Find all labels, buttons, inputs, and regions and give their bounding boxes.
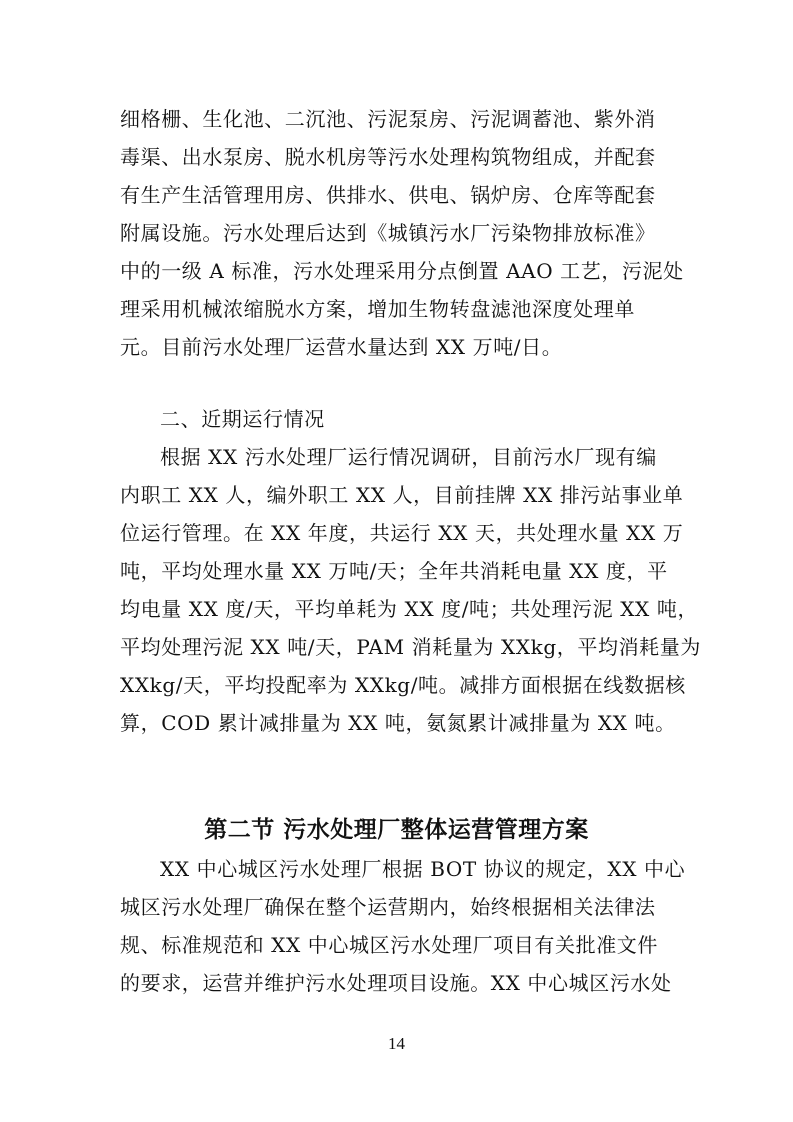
paragraph-line: 平均处理污泥 XX 吨/天，PAM 消耗量为 XXkg，平均消耗量为 <box>120 635 701 659</box>
paragraph-line: 的要求，运营并维护污水处理项目设施。XX 中心城区污水处 <box>120 971 672 995</box>
paragraph-line: 位运行管理。在 XX 年度，共运行 XX 天，共处理水量 XX 万 <box>120 521 684 545</box>
paragraph-line: 算，COD 累计减排量为 XX 吨，氨氮累计减排量为 XX 吨。 <box>120 711 676 735</box>
section-heading: 第二节 污水处理厂整体运营管理方案 <box>204 817 589 843</box>
paragraph-line: 内职工 XX 人，编外职工 XX 人，目前挂牌 XX 排污站事业单 <box>120 483 684 507</box>
paragraph-line: 根据 XX 污水处理厂运行情况调研，目前污水厂现有编 <box>160 445 657 469</box>
section-title: 二、近期运行情况 <box>160 407 325 431</box>
paragraph-line: 附属设施。污水处理后达到《城镇污水厂污染物排放标准》 <box>120 221 656 245</box>
paragraph-line: 中的一级 A 标准，污水处理采用分点倒置 AAO 工艺，污泥处 <box>120 259 684 283</box>
paragraph-line: 毒渠、出水泵房、脱水机房等污水处理构筑物组成，并配套 <box>120 145 656 169</box>
page-number: 14 <box>388 1034 405 1053</box>
paragraph-line: 细格栅、生化池、二沉池、污泥泵房、污泥调蓄池、紫外消 <box>120 107 656 131</box>
paragraph-line: 理采用机械浓缩脱水方案，增加生物转盘滤池深度处理单 <box>120 297 635 321</box>
paragraph-line: 城区污水处理厂确保在整个运营期内，始终根据相关法律法 <box>120 895 656 919</box>
paragraph-line: XXkg/天，平均投配率为 XXkg/吨。减排方面根据在线数据核 <box>120 673 686 697</box>
paragraph-line: 吨，平均处理水量 XX 万吨/天；全年共消耗电量 XX 度，平 <box>120 559 668 583</box>
paragraph-line: 有生产生活管理用房、供排水、供电、锅炉房、仓库等配套 <box>120 183 656 207</box>
paragraph-line: XX 中心城区污水处理厂根据 BOT 协议的规定，XX 中心 <box>160 857 686 881</box>
paragraph-line: 元。目前污水处理厂运营水量达到 XX 万吨/日。 <box>120 335 563 359</box>
paragraph-line: 均电量 XX 度/天，平均单耗为 XX 度/吨；共处理污泥 XX 吨， <box>120 597 699 621</box>
paragraph-line: 规、标准规范和 XX 中心城区污水处理厂项目有关批准文件 <box>120 933 658 957</box>
